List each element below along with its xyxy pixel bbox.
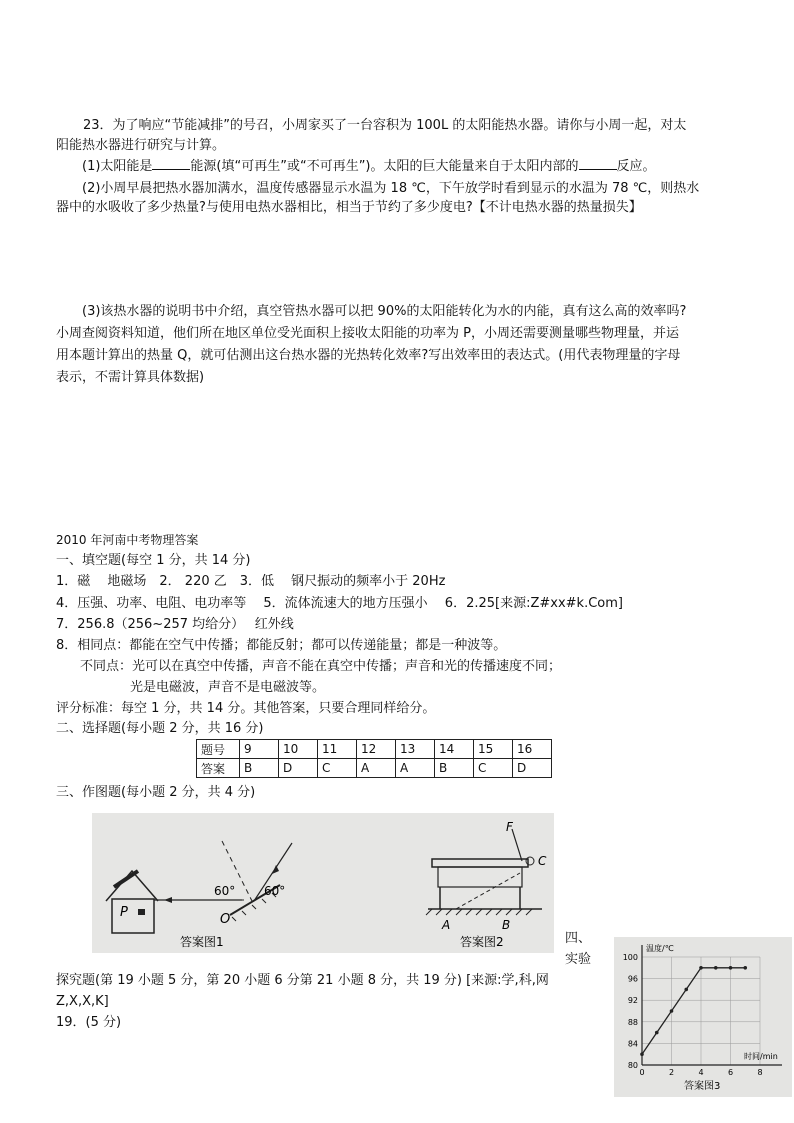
q23-part1 [82,157,656,176]
table-cell: 16 [513,740,552,759]
lever-arm [456,873,520,909]
temperature-chart [614,937,792,1097]
q23-part1-c: 反应。 [616,159,656,174]
y-tick-label: 92 [627,996,638,1006]
data-point [640,1052,644,1056]
label-f: F [506,820,513,834]
answers-title: 2010 年河南中考物理答案 [56,533,199,547]
figure-3-caption: 答案图3 [684,1081,721,1092]
table-cell: C [474,759,513,778]
x-tick-label: 4 [698,1068,704,1077]
section4-source: Z,X,X,K] [56,994,109,1009]
answer-blank [579,157,617,170]
section4-label-a: 四、 [565,931,592,946]
table-cell: A [396,759,435,778]
table-drawer [438,867,522,887]
figure-2-caption: 答案图2 [460,935,504,949]
angle-label-right: 60° [264,884,286,898]
table-cell: 14 [435,740,474,759]
q23-part3-line4: 表示，不需计算具体数据) [56,370,205,385]
point-o-label: O [220,912,231,927]
chart-grid [642,957,760,1065]
table-cell: 11 [318,740,357,759]
table-cell: 10 [279,740,318,759]
table-cell: 12 [357,740,396,759]
y-tick-label: 84 [627,1039,638,1049]
q23-part3-line3: 用本题计算出的热量 Q，就可估测出这台热水器的光热转化效率?写出效率田的表达式。(用代表物理量的字母 [56,348,681,363]
house-wall [112,899,154,933]
table-cell: D [279,759,318,778]
y-axis-label: 温度/℃ [646,944,674,953]
house-window [138,909,145,915]
data-point [684,988,688,992]
answer-line-2: 4．压强、功率、电阻、电功率等 5．流体流速大的地方压强小 6．2.25[来源:Z#xx#k.Com] [56,596,623,611]
x-tick-label: 6 [727,1068,734,1077]
table-cell: D [513,759,552,778]
y-tick-label: 100 [622,953,638,962]
angle-label-left: 60° [214,884,236,898]
data-point [670,1009,674,1013]
question-19: 19．(5 分) [56,1015,122,1030]
arrow-head [164,897,172,903]
section3-heading: 三、作图题(每小题 2 分，共 4 分) [56,785,256,800]
table-cell: 15 [474,740,513,759]
section4-label-b: 实验 [565,952,592,967]
data-point [714,966,718,970]
solar-panel [114,871,138,887]
label-c: C [538,854,547,868]
table-cell: 题号 [197,740,240,759]
table-cell: 13 [396,740,435,759]
data-point [743,966,747,970]
label-a: A [442,918,451,932]
table-row [197,759,552,778]
section2-heading: 二、选择题(每小题 2 分，共 16 分) [56,721,264,736]
figure-drawing [92,813,554,953]
table-row [197,740,552,759]
y-tick-label: 80 [627,1061,638,1070]
q23-part3-line1: (3)该热水器的说明书中介绍，真空管热水器可以把 90%的太阳能转化为水的内能，真有这么高的效率吗? [82,304,687,319]
grading-standard: 评分标准：每空 1 分，共 14 分。其他答案，只要合理同样给分。 [56,701,436,716]
section4-heading: 探究题(第 19 小题 5 分，第 20 小题 6 分第 21 小题 8 分，共 19 分) [来源:学,科,网 [56,973,549,988]
q23-intro-line1: 23．为了响应“节能减排”的号召，小周家买了一台容积为 100L 的太阳能热水器。请你与小周一起，对太 [83,118,687,133]
answer-line-5: 不同点：光可以在真空中传播，声音不能在真空中传播；声音和光的传播速度不同； [80,659,562,674]
force-f [512,829,522,861]
x-tick-label: 8 [757,1068,763,1077]
q23-part2-line1: (2)小周早晨把热水器加满水，温度传感器显示水温为 18 ℃，下午放学时看到显示的水温为 78 ℃，则热水 [82,181,700,196]
q23-part1-b: 能源(填“可再生”或“不可再生”)。太阳的巨大能量来自于太阳内部的 [190,159,579,174]
series-line [642,968,745,1054]
table-cell: B [435,759,474,778]
x-tick-label: 0 [639,1068,645,1077]
answer-line-1: 1．磁 地磁场 2． 220 乙 3．低 钢尺振动的频率小于 20Hz [56,574,446,589]
q23-part3-line2: 小周查阅资料知道，他们所在地区单位受光面积上接收太阳能的功率为 P，小周还需要测量哪些物理量，并运 [56,326,679,341]
answer-figure-3 [614,937,792,1097]
arrow-head [272,865,279,874]
x-tick-label: 2 [668,1068,675,1077]
answer-line-6: 光是电磁波，声音不是电磁波等。 [130,680,326,695]
y-tick-label: 88 [627,1017,638,1027]
table-cell: C [318,759,357,778]
figure-1-caption: 答案图1 [180,935,224,949]
table-top [432,859,528,867]
q23-part2-line2: 器中的水吸收了多少热量?与使用电热水器相比，相当于节约了多少度电?【不计电热水器的热量损失】 [56,200,642,215]
answer-blank [152,157,190,170]
q23-intro-line2: 阳能热水器进行研究与计算。 [56,138,226,153]
section1-heading: 一、填空题(每空 1 分，共 14 分) [56,553,251,568]
data-point [699,966,703,970]
data-point [729,966,733,970]
answer-line-3: 7．256.8（256~257 均给分） 红外线 [56,617,294,632]
table-cell: 9 [240,740,279,759]
q23-part1-a: (1)太阳能是 [82,159,153,174]
answer-line-4: 8．相同点：都能在空气中传播；都能反射；都可以传递能量；都是一种波等。 [56,638,507,653]
y-tick-label: 96 [627,974,638,984]
table-cell: B [240,759,279,778]
x-axis-label: 时间/min [744,1052,778,1061]
answer-figure-1-2 [92,813,554,953]
point-p-label: P [120,905,128,920]
table-cell: 答案 [197,759,240,778]
label-b: B [502,918,511,932]
data-point [655,1031,659,1035]
table-cell: A [357,759,396,778]
answer-table [196,739,552,778]
